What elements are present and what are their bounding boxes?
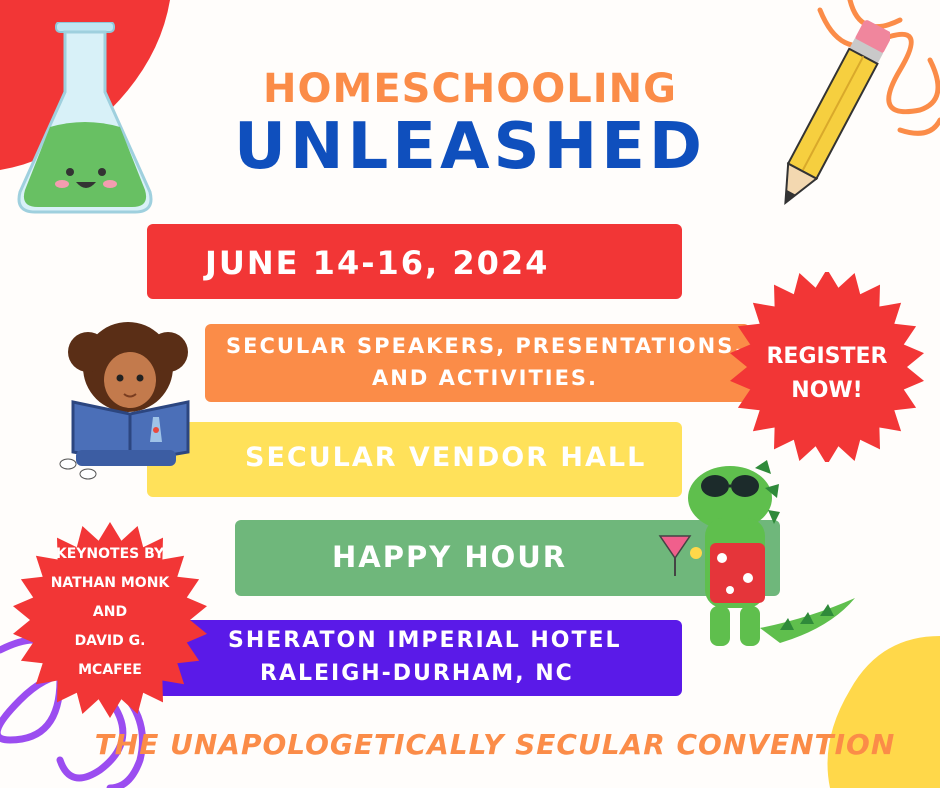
vendor-hall-label: SECULAR VENDOR HALL bbox=[245, 442, 647, 473]
speakers-line2: AND ACTIVITIES. bbox=[372, 366, 599, 390]
event-title-line2: UNLEASHED bbox=[233, 110, 707, 184]
register-line1: REGISTER bbox=[766, 344, 888, 369]
dinosaur-illustration bbox=[660, 458, 860, 663]
venue-line2: RALEIGH-DURHAM, NC bbox=[260, 661, 574, 686]
register-now-button[interactable] bbox=[742, 340, 912, 408]
event-title-line1: HOMESCHOOLING bbox=[263, 66, 677, 112]
keynote-line3: AND bbox=[92, 604, 128, 620]
keynote-text bbox=[30, 540, 190, 685]
keynote-line2: NATHAN MONK bbox=[50, 575, 170, 591]
keynote-line1: KEYNOTES BY bbox=[55, 546, 165, 562]
keynote-line4: DAVID G. bbox=[74, 633, 146, 649]
keynote-line5: MCAFEE bbox=[78, 662, 142, 678]
event-date: JUNE 14-16, 2024 bbox=[205, 244, 550, 282]
event-tagline: THE UNAPOLOGETICALLY SECULAR CONVENTION bbox=[94, 728, 896, 761]
reading-girl-illustration bbox=[58, 322, 198, 487]
venue-line1: SHERATON IMPERIAL HOTEL bbox=[228, 628, 622, 653]
speakers-line1: SECULAR SPEAKERS, PRESENTATIONS, bbox=[226, 334, 745, 358]
register-line2: NOW! bbox=[791, 378, 863, 403]
happy-hour-label: HAPPY HOUR bbox=[332, 540, 568, 574]
